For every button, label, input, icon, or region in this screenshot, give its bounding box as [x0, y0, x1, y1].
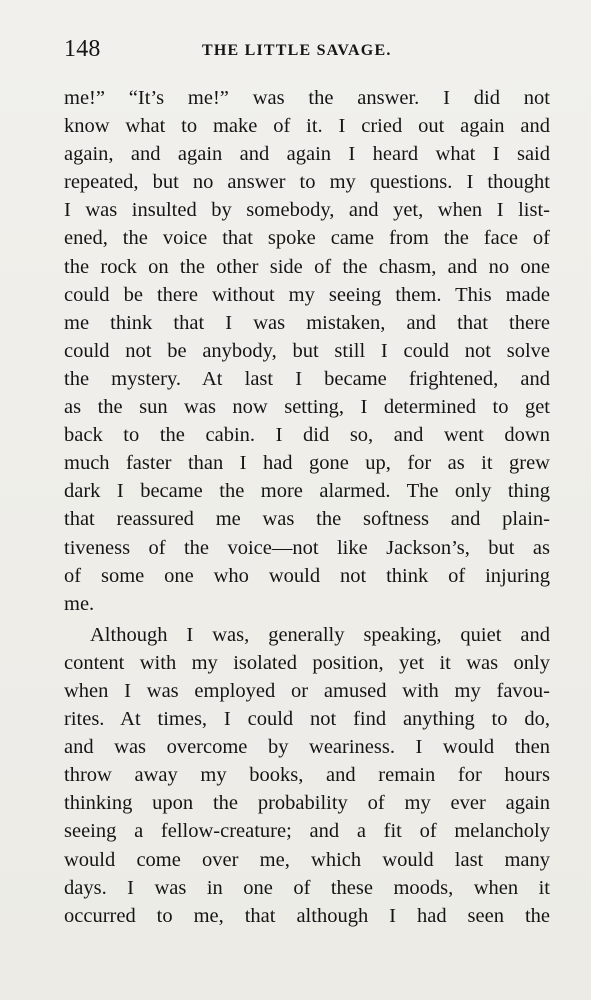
text-line: dark I became the more alarmed. The only thing [64, 480, 550, 503]
text-line: back to the cabin. I did so, and went down [64, 424, 550, 447]
text-line: me!” “It’s me!” was the answer. I did not [64, 87, 550, 109]
text-line: could not be anybody, but still I could not solve [64, 339, 550, 362]
text-line: me think that I was mistaken, and that there [64, 311, 550, 334]
running-title: THE LITTLE SAVAGE. [202, 42, 392, 59]
text-line: seeing a fellow-creature; and a fit of melancholy [64, 820, 550, 843]
text-line: repeated, but no answer to my questions. I thought [64, 171, 550, 194]
text-line: occurred to me, that although I had seen the [64, 904, 550, 927]
text-line: I was insulted by somebody, and yet, when I list- [64, 199, 550, 222]
text-line: ened, the voice that spoke came from the face of [64, 227, 550, 250]
text-line: the rock on the other side of the chasm, and no one [64, 255, 550, 278]
text-line: of some one who would not think of injuring [64, 564, 550, 587]
text-line: much faster than I had gone up, for as it grew [64, 452, 550, 475]
running-header [64, 36, 554, 68]
paragraph-1 [64, 84, 550, 618]
page-number: 148 [64, 36, 101, 62]
text-line: could be there without my seeing them. This made [64, 283, 550, 306]
text-line: Although I was, generally speaking, quiet and [90, 623, 550, 646]
text-line: thinking upon the probability of my ever again [64, 792, 550, 815]
text-line: as the sun was now setting, I determined to get [64, 396, 550, 419]
text-line: when I was employed or amused with my favou- [64, 679, 550, 702]
text-line: would come over me, which would last many [64, 848, 550, 871]
text-line: again, and again and again I heard what I said [64, 143, 550, 166]
body-text [64, 84, 550, 930]
text-line: rites. At times, I could not find anything to do, [64, 708, 550, 731]
text-line: days. I was in one of these moods, when it [64, 876, 550, 899]
text-line: me. [64, 592, 95, 615]
paragraph-2 [64, 621, 550, 930]
text-line: throw away my books, and remain for hours [64, 764, 550, 787]
text-line: tiveness of the voice—not like Jackson’s, but as [64, 536, 550, 559]
text-line: that reassured me was the softness and plain- [64, 508, 550, 531]
text-line: know what to make of it. I cried out again and [64, 115, 550, 138]
text-line: and was overcome by weariness. I would then [64, 736, 550, 759]
text-line: the mystery. At last I became frightened, and [64, 367, 550, 390]
text-line: content with my isolated position, yet it was only [64, 651, 550, 674]
